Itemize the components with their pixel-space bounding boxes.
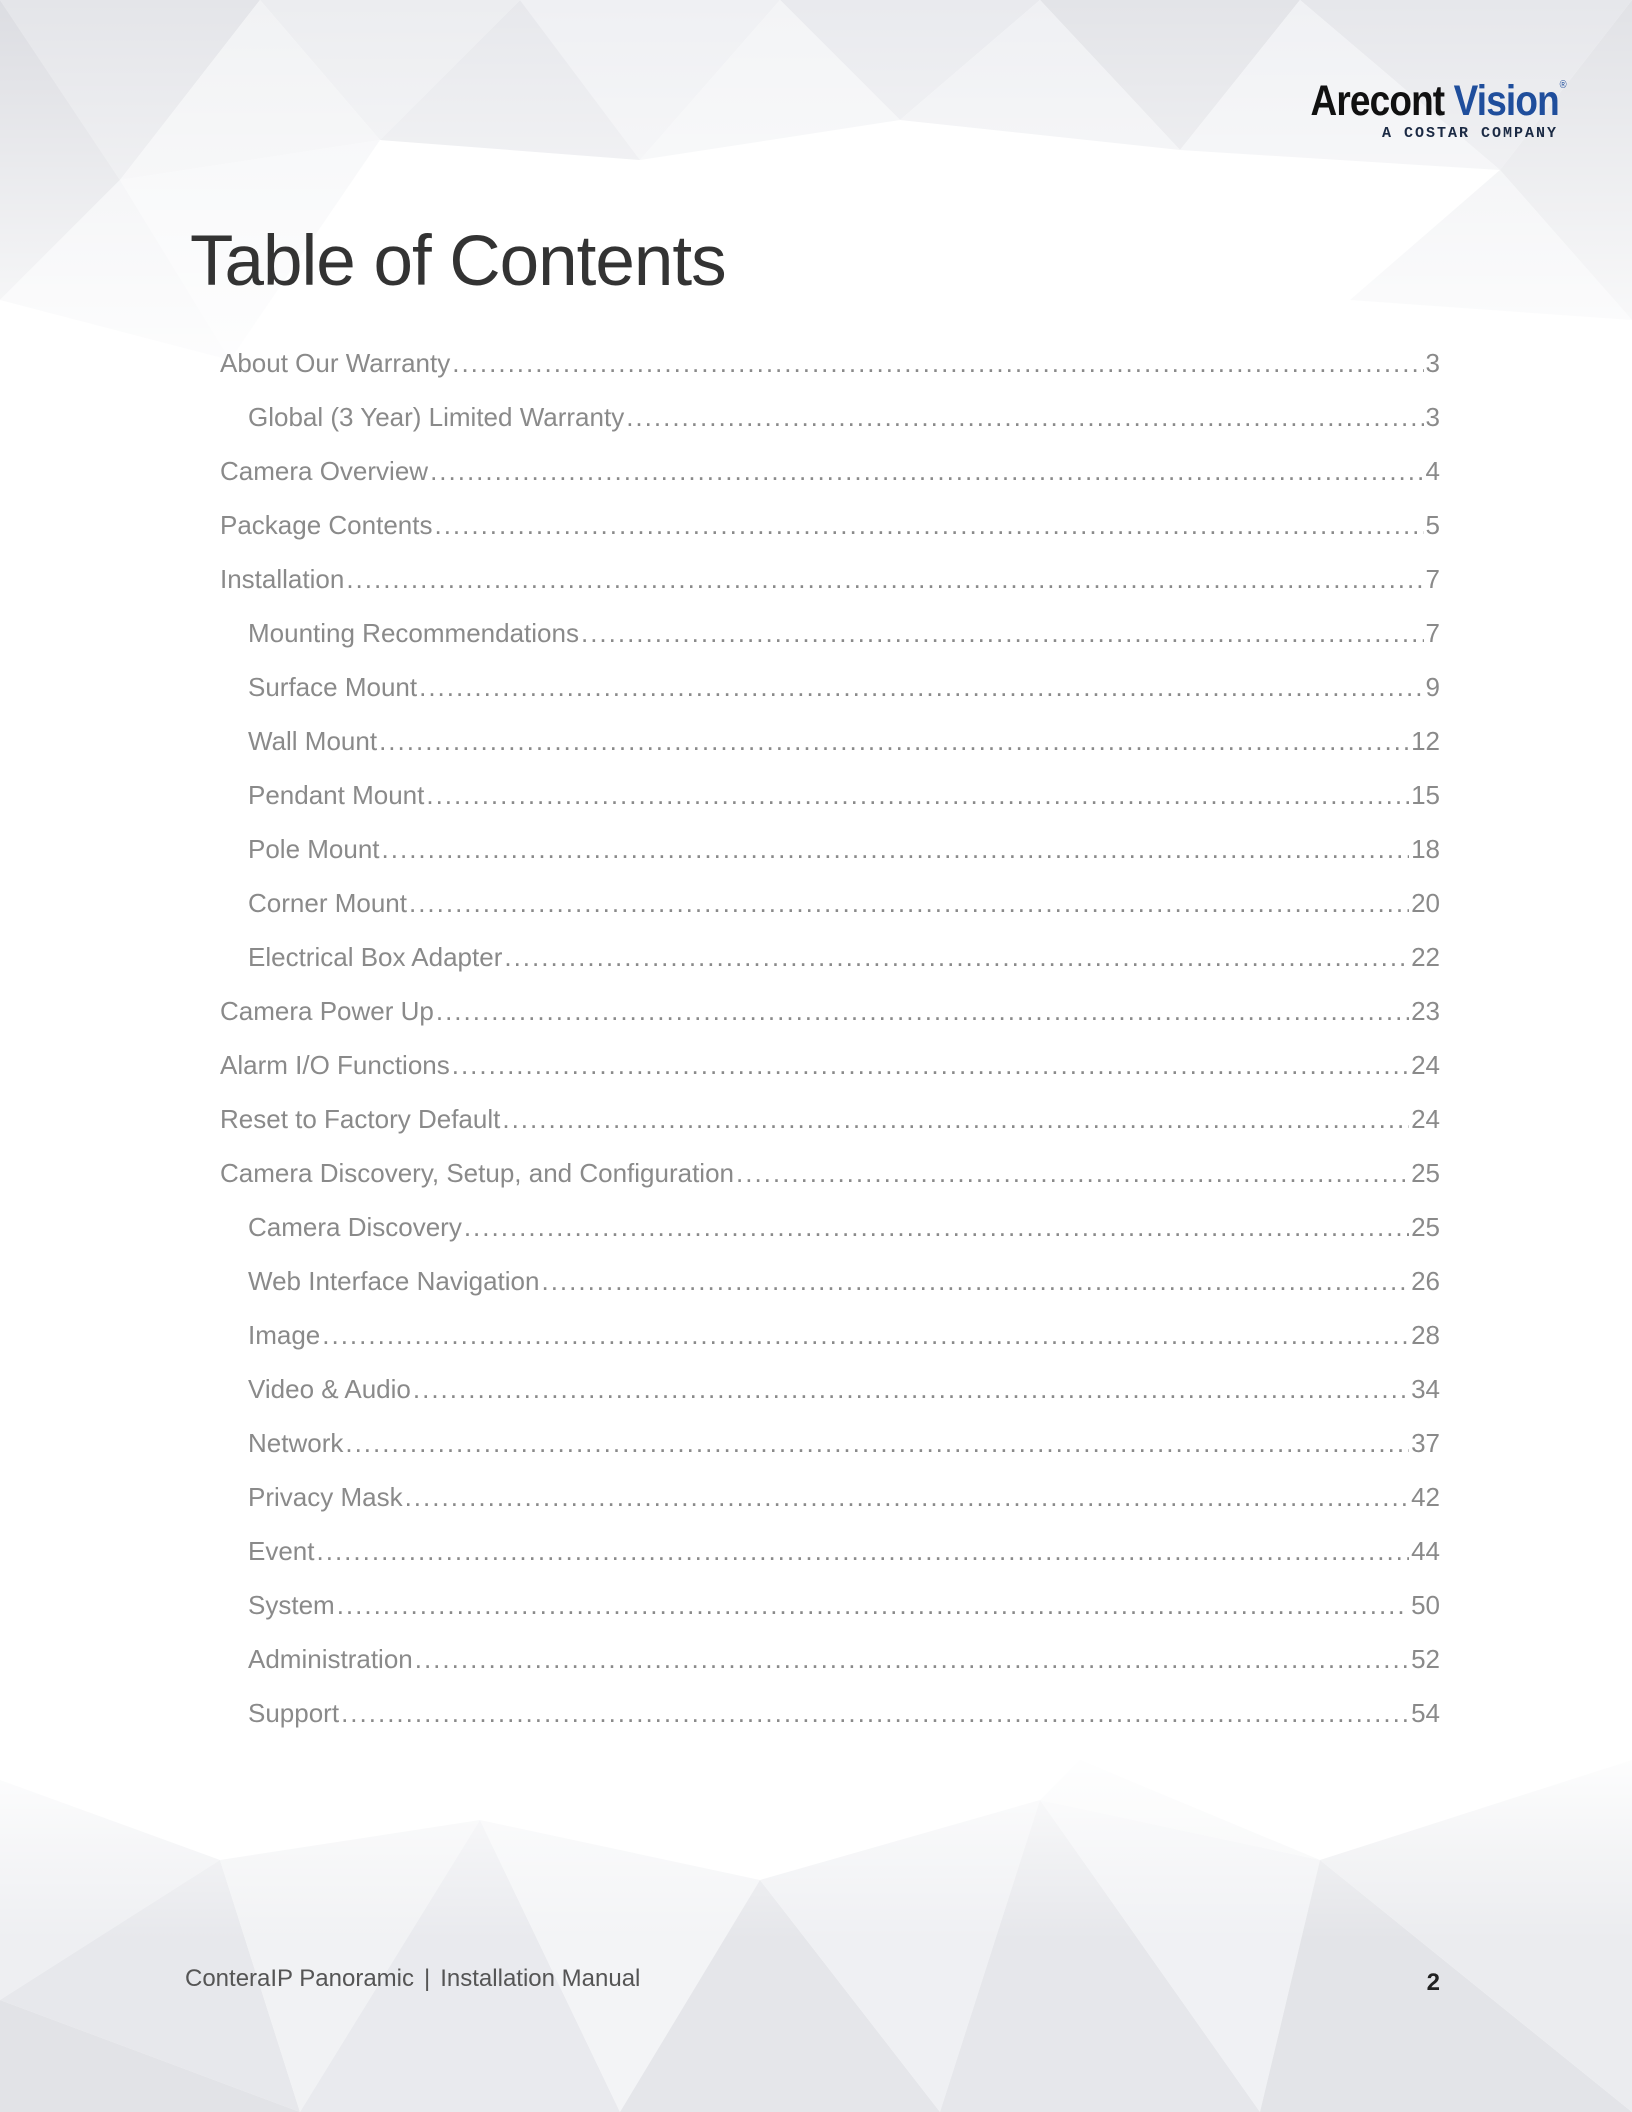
toc-entry-page: 3 xyxy=(1425,348,1440,378)
toc-entry-title: Surface Mount xyxy=(248,672,418,702)
toc-dot-leader xyxy=(322,1320,1409,1351)
toc-dot-leader xyxy=(426,780,1409,811)
toc-entry-page: 15 xyxy=(1411,780,1440,810)
toc-entry-page: 18 xyxy=(1411,834,1440,864)
toc-dot-leader xyxy=(317,1536,1410,1567)
toc-entry-title: Installation xyxy=(220,564,345,594)
toc-entry-page: 25 xyxy=(1411,1158,1440,1188)
toc-entry[interactable] xyxy=(220,672,1440,726)
registered-mark: ® xyxy=(1559,79,1566,91)
toc-entry-page: 50 xyxy=(1411,1590,1440,1620)
toc-entry-title: Mounting Recommendations xyxy=(248,618,579,648)
footer-page-number: 2 xyxy=(1426,1969,1440,1996)
toc-entry[interactable] xyxy=(220,1428,1440,1482)
toc-entry[interactable] xyxy=(220,402,1440,456)
toc-entry-page: 9 xyxy=(1425,672,1440,702)
toc-entry-title: About Our Warranty xyxy=(220,348,451,378)
toc-dot-leader xyxy=(434,510,1423,541)
toc-dot-leader xyxy=(452,1050,1409,1081)
toc-entry[interactable] xyxy=(220,1212,1440,1266)
toc-entry[interactable] xyxy=(220,780,1440,834)
footer-document-info xyxy=(185,1965,640,1993)
toc-dot-leader xyxy=(464,1212,1409,1243)
toc-entry-page: 42 xyxy=(1411,1482,1440,1512)
toc-entry-title: Administration xyxy=(248,1644,413,1674)
toc-entry-title: Global (3 Year) Limited Warranty xyxy=(248,402,625,432)
toc-entry-page: 4 xyxy=(1425,456,1440,486)
toc-dot-leader xyxy=(346,564,1423,595)
toc-dot-leader xyxy=(541,1266,1409,1297)
toc-entry-title: Camera Power Up xyxy=(220,996,434,1026)
toc-dot-leader xyxy=(581,618,1424,649)
toc-entry-title: Camera Discovery xyxy=(248,1212,462,1242)
toc-entry-title: Wall Mount xyxy=(248,726,378,756)
toc-entry[interactable] xyxy=(220,1050,1440,1104)
toc-entry-page: 20 xyxy=(1411,888,1440,918)
footer-separator: | xyxy=(424,1965,431,1992)
toc-entry[interactable] xyxy=(220,1590,1440,1644)
toc-entry-title: Package Contents xyxy=(220,510,433,540)
toc-dot-leader xyxy=(736,1158,1409,1189)
toc-dot-leader xyxy=(436,996,1409,1027)
toc-entry-page: 26 xyxy=(1411,1266,1440,1296)
toc-entry-title: Corner Mount xyxy=(248,888,407,918)
toc-entry-page: 52 xyxy=(1411,1644,1440,1674)
toc-entry-page: 3 xyxy=(1425,402,1440,432)
toc-dot-leader xyxy=(430,456,1423,487)
logo-word-arecont: Arecont xyxy=(1310,77,1445,125)
toc-dot-leader xyxy=(405,1482,1410,1513)
toc-entry-page: 44 xyxy=(1411,1536,1440,1566)
toc-entry[interactable] xyxy=(220,1482,1440,1536)
toc-entry-title: Pole Mount xyxy=(248,834,380,864)
company-logo xyxy=(1269,77,1566,142)
toc-dot-leader xyxy=(415,1644,1409,1675)
toc-entry-title: Privacy Mask xyxy=(248,1482,403,1512)
toc-entry-page: 7 xyxy=(1425,618,1440,648)
toc-entry-page: 34 xyxy=(1411,1374,1440,1404)
toc-entry-page: 25 xyxy=(1411,1212,1440,1242)
toc-entry[interactable] xyxy=(220,726,1440,780)
footer-doc-type: Installation Manual xyxy=(440,1965,641,1992)
toc-dot-leader xyxy=(341,1698,1409,1729)
toc-entry-page: 37 xyxy=(1411,1428,1440,1458)
toc-entry-title: Support xyxy=(248,1698,340,1728)
toc-entry-title: System xyxy=(248,1590,335,1620)
toc-entry[interactable] xyxy=(220,348,1440,402)
toc-dot-leader xyxy=(379,726,1409,757)
toc-entry-page: 5 xyxy=(1425,510,1440,540)
toc-entry-title: Network xyxy=(248,1428,344,1458)
toc-entry-page: 22 xyxy=(1411,942,1440,972)
toc-entry-page: 7 xyxy=(1425,564,1440,594)
page-title: Table of Contents xyxy=(190,222,726,301)
toc-entry-page: 28 xyxy=(1411,1320,1440,1350)
toc-entry[interactable] xyxy=(220,1158,1440,1212)
toc-entry-title: Image xyxy=(248,1320,321,1350)
toc-entry[interactable] xyxy=(220,618,1440,672)
toc-entry-title: Alarm I/O Functions xyxy=(220,1050,450,1080)
toc-entry-title: Camera Overview xyxy=(220,456,429,486)
toc-entry[interactable] xyxy=(220,1644,1440,1698)
toc-entry[interactable] xyxy=(220,1374,1440,1428)
toc-entry[interactable] xyxy=(220,510,1440,564)
footer-product-name: ConteraIP Panoramic xyxy=(185,1965,415,1992)
toc-entry[interactable] xyxy=(220,456,1440,510)
toc-entry-title: Event xyxy=(248,1536,315,1566)
toc-entry-title: Web Interface Navigation xyxy=(248,1266,540,1296)
logo-word-vision: Vision xyxy=(1453,77,1560,125)
toc-dot-leader xyxy=(382,834,1410,865)
toc-entry[interactable] xyxy=(220,1320,1440,1374)
toc-dot-leader xyxy=(626,402,1423,433)
toc-dot-leader xyxy=(409,888,1409,919)
toc-dot-leader xyxy=(413,1374,1409,1405)
toc-dot-leader xyxy=(345,1428,1409,1459)
toc-entry[interactable] xyxy=(220,888,1440,942)
toc-dot-leader xyxy=(504,942,1409,973)
toc-entry[interactable] xyxy=(220,1266,1440,1320)
toc-entry[interactable] xyxy=(220,942,1440,996)
toc-entry-title: Camera Discovery, Setup, and Configuration xyxy=(220,1158,734,1188)
toc-dot-leader xyxy=(337,1590,1409,1621)
toc-entry[interactable] xyxy=(220,834,1440,888)
toc-entry-page: 24 xyxy=(1411,1050,1440,1080)
toc-entry[interactable] xyxy=(220,564,1440,618)
toc-entry[interactable] xyxy=(220,1698,1440,1752)
toc-entry-title: Electrical Box Adapter xyxy=(248,942,503,972)
toc-entry-page: 23 xyxy=(1411,996,1440,1026)
toc-entry[interactable] xyxy=(220,1536,1440,1590)
toc-entry-page: 24 xyxy=(1411,1104,1440,1134)
toc-entry-page: 12 xyxy=(1411,726,1440,756)
toc-entry[interactable] xyxy=(220,996,1440,1050)
logo-tagline: A COSTAR COMPANY xyxy=(1381,125,1558,142)
toc-entry-title: Video & Audio xyxy=(248,1374,411,1404)
toc-entry[interactable] xyxy=(220,1104,1440,1158)
toc-entry-title: Reset to Factory Default xyxy=(220,1104,501,1134)
toc-entry-page: 54 xyxy=(1411,1698,1440,1728)
table-of-contents xyxy=(220,348,1440,1752)
toc-dot-leader xyxy=(419,672,1423,703)
toc-dot-leader xyxy=(502,1104,1409,1135)
toc-entry-title: Pendant Mount xyxy=(248,780,425,810)
toc-dot-leader xyxy=(452,348,1423,379)
